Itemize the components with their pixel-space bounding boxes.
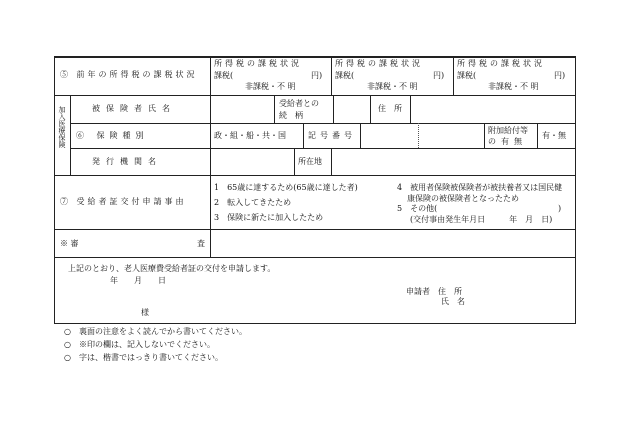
insured-divider-4 [410, 95, 411, 123]
prev-year-tax-label: ⑤ 前年の所得税の課税状況 [60, 70, 198, 79]
reason-item-2: 2 転入してきたため [214, 198, 292, 207]
insurance-side-label: 加入医療保険 [58, 106, 66, 148]
type-divider-2 [360, 123, 361, 148]
frame-left [54, 56, 55, 323]
tax-col-3-untaxed: 非課税・不 明 [488, 82, 539, 91]
reason-item-5-date: (交付事由発生年月日 年 月 日) [410, 215, 553, 224]
insured-name-label: 被保険者氏名 [92, 104, 176, 113]
tax-col-2-title: 所得税の課税状況 [335, 59, 423, 68]
reason-item-4a: 4 被用者保険被保険者が被扶養者又は国民健 [397, 183, 563, 192]
applicant-name-label: 氏 名 [441, 297, 465, 306]
row-divider-3 [70, 148, 576, 149]
insurance-type-options: 政・組・船・共・国 [214, 131, 286, 140]
note-2: ○ ※印の欄は、記入しないでください。 [64, 340, 215, 349]
reason-item-5-end: ) [558, 204, 562, 213]
tax-col-1-untaxed: 非課税・不 明 [245, 82, 296, 91]
issuer-divider-2 [331, 148, 332, 175]
note-1: ○ 裏面の注意をよく読んでから書いてください。 [64, 327, 247, 336]
tax-col-2-taxed: 課税( [335, 71, 355, 80]
row-divider-6 [54, 257, 576, 258]
insured-divider-2 [333, 95, 334, 123]
note-3: ○ 字は、楷書ではっきり書いてください。 [64, 353, 223, 362]
label-column-divider [210, 56, 211, 257]
tax-col-1-taxed-end: 円) [311, 71, 323, 80]
reason-item-5: 5 その他( [397, 204, 438, 213]
type-divider-3 [484, 123, 485, 148]
row-divider-2 [70, 123, 576, 124]
relation-label-line1: 受給者との [279, 99, 319, 108]
reason-label: ⑦ 受給者証交付申請事由 [60, 197, 187, 206]
declaration-addressee: 様 [141, 308, 149, 317]
issuer-divider-1 [294, 148, 295, 175]
tax-col-2-untaxed: 非課税・不 明 [367, 82, 418, 91]
tax-col-2-taxed-end: 円) [433, 71, 445, 80]
location-label: 所在地 [298, 157, 322, 166]
frame-right [575, 56, 576, 323]
insured-divider-1 [274, 95, 275, 123]
row-divider-5 [54, 229, 576, 230]
review-label-right: 査 [197, 239, 205, 248]
review-label-left: ※ 審 [60, 239, 79, 248]
insured-divider-3 [370, 95, 371, 123]
type-divider-1 [303, 123, 304, 148]
declaration-text: 上記のとおり、老人医療費受給者証の交付を申請します。 [68, 264, 276, 273]
type-dotted-divider-1 [418, 123, 419, 148]
extra-benefit-line1: 附加給付等 [488, 126, 528, 135]
address-label: 住所 [378, 104, 410, 113]
applicant-address-label: 申請者 住 所 [406, 287, 462, 296]
insurance-type-label: ⑥ 保険種別 [76, 131, 149, 140]
extra-benefit-options: 有・無 [542, 131, 566, 140]
symbol-number-label: 記号番号 [308, 131, 356, 140]
relation-label-line2: 続柄 [279, 111, 311, 120]
issuer-label: 発行機関名 [92, 157, 162, 166]
extra-benefit-line2: の有無 [488, 137, 527, 146]
type-divider-4 [537, 123, 538, 148]
reason-item-1: 1 65歳に達するため(65歳に達した者) [214, 183, 358, 192]
reason-item-3: 3 保険に新たに加入したため [214, 213, 324, 222]
tax-col-3-taxed-end: 円) [554, 71, 566, 80]
tax-col-3-title: 所得税の課税状況 [457, 59, 545, 68]
tax-col-1-title: 所得税の課税状況 [214, 59, 302, 68]
declaration-date: 年 月 日 [110, 276, 166, 285]
frame-bottom [54, 323, 576, 324]
side-label-divider [70, 95, 71, 175]
row-divider-4 [54, 175, 576, 176]
tax-col-divider-1 [331, 56, 332, 95]
tax-col-3-taxed: 課税( [457, 71, 477, 80]
reason-item-4b: 康保険の被保険者となったため [407, 194, 519, 203]
tax-col-divider-2 [453, 56, 454, 95]
frame-top [54, 56, 576, 58]
row-divider-1 [54, 95, 576, 96]
tax-col-1-taxed: 課税( [214, 71, 234, 80]
